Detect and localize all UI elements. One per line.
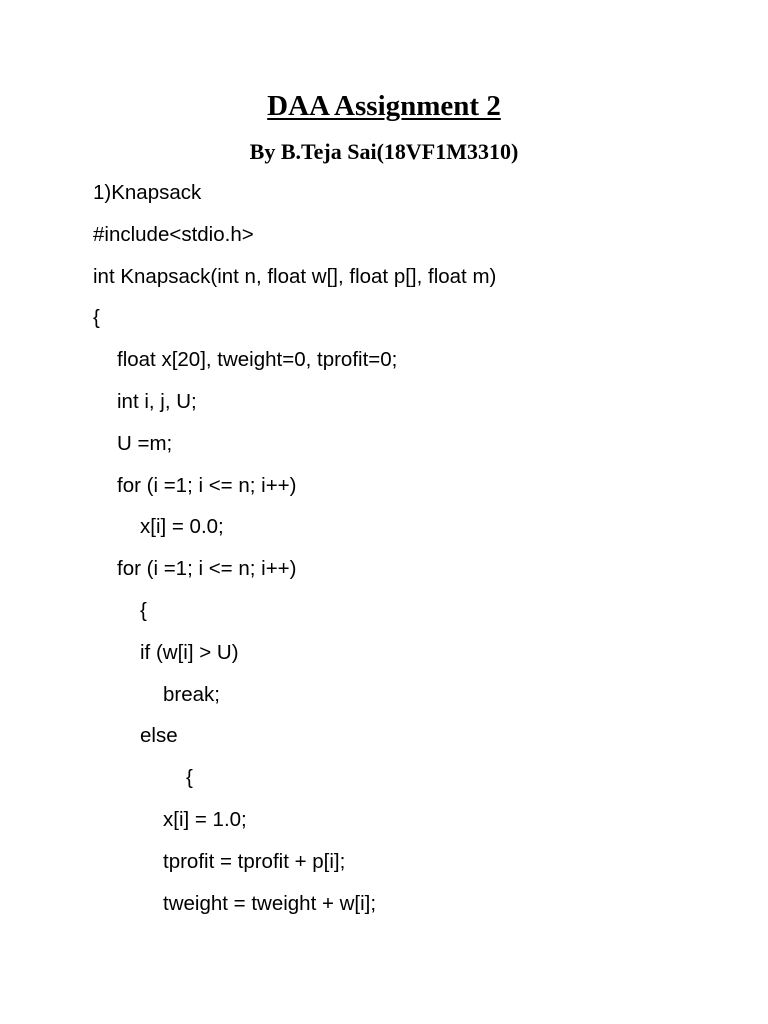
code-line: float x[20], tweight=0, tprofit=0; xyxy=(117,348,398,372)
code-line: tweight = tweight + w[i]; xyxy=(163,891,377,915)
code-line: { xyxy=(140,598,147,622)
code-line: #include<stdio.h> xyxy=(93,222,254,246)
document-subtitle: By B.Teja Sai(18VF1M3310) xyxy=(249,139,519,164)
code-line: int i, j, U; xyxy=(117,389,197,413)
code-line: if (w[i] > U) xyxy=(140,640,239,664)
code-listing xyxy=(93,172,733,924)
code-line: U =m; xyxy=(117,431,173,455)
code-line: 1)Knapsack xyxy=(93,181,202,204)
code-line: x[i] = 1.0; xyxy=(163,807,247,831)
code-line: { xyxy=(186,766,193,790)
document-title: DAA Assignment 2 xyxy=(267,90,501,122)
code-line: x[i] = 0.0; xyxy=(140,515,224,539)
code-line: int Knapsack(int n, float w[], float p[], float m) xyxy=(93,264,497,288)
code-line: break; xyxy=(163,682,220,706)
code-line: for (i =1; i <= n; i++) xyxy=(117,473,297,497)
code-line: else xyxy=(140,724,178,748)
code-line: tprofit = tprofit + p[i]; xyxy=(163,849,346,873)
code-line: for (i =1; i <= n; i++) xyxy=(117,557,297,581)
code-line: { xyxy=(93,306,100,330)
